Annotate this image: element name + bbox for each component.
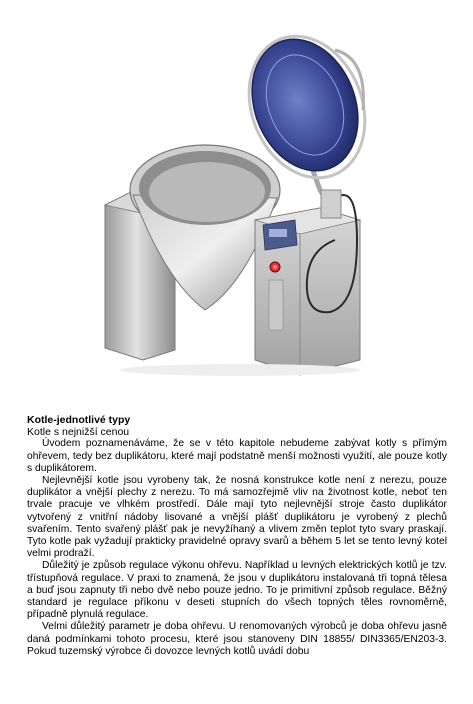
paragraph-construction: Nejlevnější kotle jsou vyrobeny tak, že nosná konstrukce kotle není z nerezu, pouze duplikátor a vnější plechy z nerezu. To má samozřejmě vliv na životnost kotle, neboť ten trvale pracuje ve vlhkém prostředí. Dále mají tyto nejlevnější stroje často duplikátor vytvořený z vnitřní nádoby lisované a vnější plášť duplikátoru je vyrobený z plechů svařením. Tento svařený plášť pak je nevyžíhaný a vlivem změn teplot tyto svary praskají. Tyto kotle pak vyžadují prakticky pravidelné opravy svarů a během 5 let se tento levný kotel velmi prodraží. [27, 475, 447, 560]
section-subheading: Kotle s nejnižší cenou [27, 426, 130, 439]
paragraph-heating-time: Velmi důležitý parametr je doba ohřevu. U renomovaných výrobců je doba ohřevu jasně daná podmínkami tohoto procesu, které jsou stanoveny DIN 18855/ DIN3365/EN203-3. Pokud tuzemský výrobce či dovozce levných kotlů uvádí dobu [27, 621, 447, 657]
article-text [27, 414, 447, 658]
paragraph-regulation: Důležitý je způsob regulace výkonu ohřevu. Například u levných elektrických kotlů je tzv. třístupňová regulace. V praxi to znamená, že jsou v duplikátoru instalovaná tři topná tělesa a buď jsou zapnuty tři nebo dvě nebo pouze jedno. To je primitivní způsob regulace. Běžný standard je regulace příkonu v deseti stupních do všech topných těles rovnoměrně, případně plynulá regulace. [27, 560, 447, 621]
section-heading: Kotle-jednotlivé typy [27, 414, 131, 426]
paragraph-intro: Úvodem poznamenáváme, že se v této kapitole nebudeme zabývat kotly s přímým ohřevem, tedy bez duplikátoru, které mají podstatně menší možnosti využití, ale pouze kotly s duplikátorem. [27, 438, 447, 474]
tilting-kettle-image [95, 30, 385, 380]
